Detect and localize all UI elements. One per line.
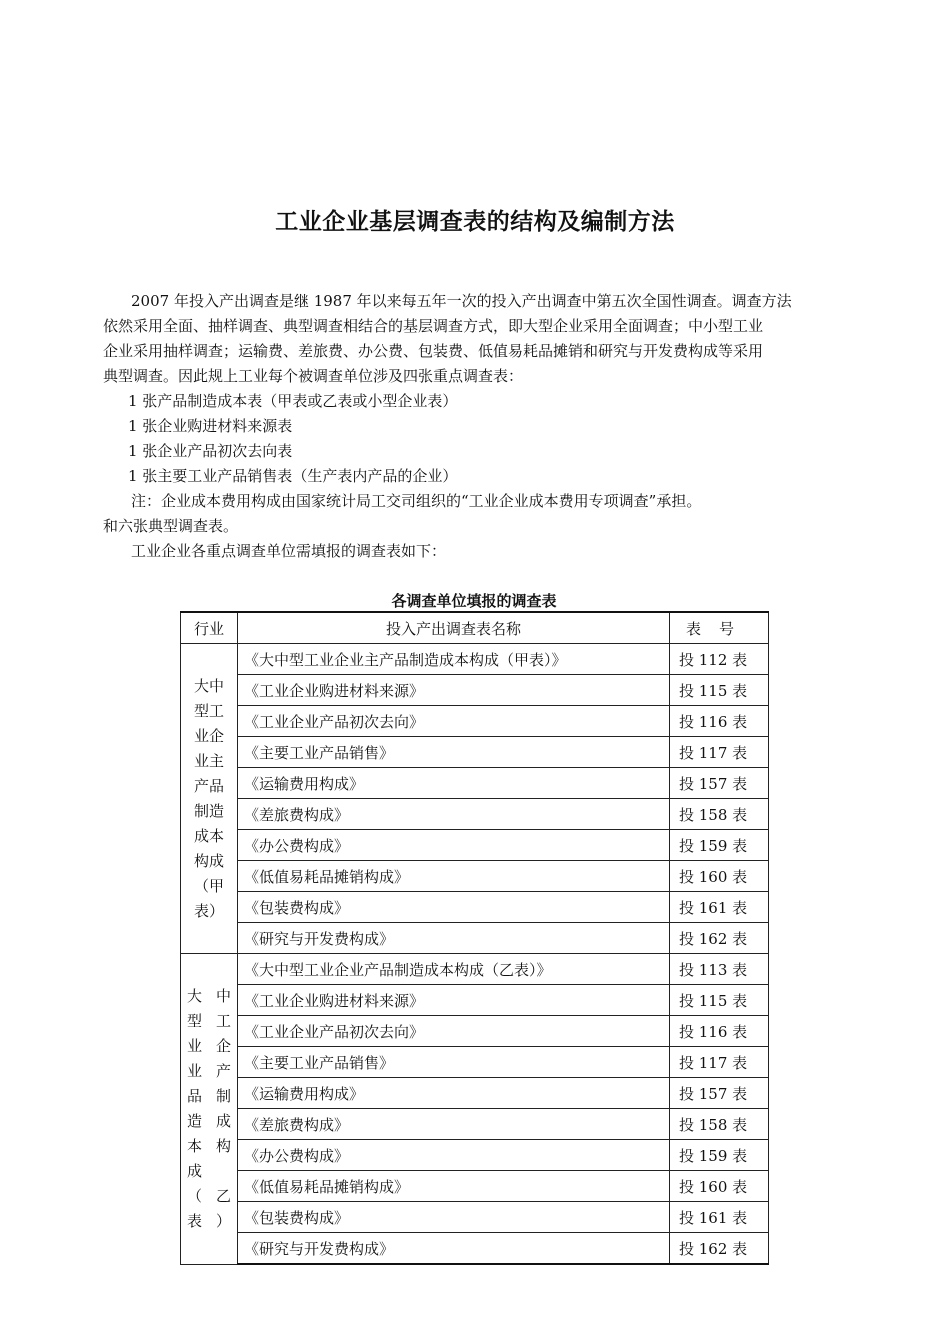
- table-name-cell: 《研究与开发费构成》: [238, 923, 670, 954]
- typical-tables-text: 和六张典型调查表。: [103, 517, 239, 535]
- table-row: [181, 675, 769, 706]
- table-name-cell: 《大中型工业企业主产品制造成本构成（甲表）》: [238, 644, 670, 675]
- table-row: [181, 1140, 769, 1171]
- table-row: [181, 861, 769, 892]
- table-code-cell: 投 160 表: [670, 861, 769, 892]
- table-row: [181, 985, 769, 1016]
- key-table-item: 1 张企业购进材料来源表: [128, 417, 293, 435]
- table-code-cell: 投 162 表: [670, 1233, 769, 1265]
- industry-label: 大中型工业企业主产品制造成本构成（甲表）: [193, 676, 224, 920]
- table-code-cell: 投 160 表: [670, 1171, 769, 1202]
- table-row: [181, 923, 769, 954]
- table-row: [181, 737, 769, 768]
- table-code-cell: 投 116 表: [670, 1016, 769, 1047]
- table-body: [181, 644, 769, 1265]
- table-name-cell: 《差旅费构成》: [238, 1109, 670, 1140]
- table-code-cell: 投 112 表: [670, 644, 769, 675]
- table-header-row: [181, 612, 769, 644]
- table-name-cell: 《大中型工业企业产品制造成本构成（乙表）》: [238, 954, 670, 985]
- key-table-item: 1 张主要工业产品销售表（生产表内产品的企业）: [128, 467, 458, 485]
- table-code-cell: 投 159 表: [670, 1140, 769, 1171]
- key-table-item: 1 张产品制造成本表（甲表或乙表或小型企业表）: [128, 392, 458, 410]
- table-code-cell: 投 115 表: [670, 985, 769, 1016]
- header-industry: 行业: [181, 612, 238, 644]
- industry-cell: [181, 644, 238, 954]
- table-code-cell: 投 158 表: [670, 1109, 769, 1140]
- industry-label: 大中型工业企业产品制造成本构成（乙表）: [187, 986, 231, 1230]
- industry-cell: [181, 954, 238, 1265]
- header-table-name: 投入产出调查表名称: [238, 612, 670, 644]
- table-caption: 各调查单位填报的调查表: [391, 592, 557, 610]
- table-name-cell: 《运输费用构成》: [238, 1078, 670, 1109]
- table-code-cell: 投 158 表: [670, 799, 769, 830]
- table-name-cell: 《工业企业产品初次去向》: [238, 706, 670, 737]
- table-name-cell: 《低值易耗品摊销构成》: [238, 861, 670, 892]
- table-code-cell: 投 117 表: [670, 737, 769, 768]
- table-name-cell: 《运输费用构成》: [238, 768, 670, 799]
- note-text: 注：企业成本费用构成由国家统计局工交司组织的“工业企业成本费用专项调查”承担。: [131, 492, 702, 510]
- table-name-cell: 《办公费构成》: [238, 830, 670, 861]
- table-name-cell: 《工业企业购进材料来源》: [238, 675, 670, 706]
- table-code-cell: 投 161 表: [670, 892, 769, 923]
- table-row: [181, 1171, 769, 1202]
- intro-line-3: 企业采用抽样调查；运输费、差旅费、办公费、包装费、低值易耗品摊销和研究与开发费构成等采用: [103, 342, 764, 360]
- table-code-cell: 投 157 表: [670, 1078, 769, 1109]
- table-name-cell: 《研究与开发费构成》: [238, 1233, 670, 1265]
- survey-table: [180, 611, 769, 1265]
- page-title: 工业企业基层调查表的结构及编制方法: [275, 209, 675, 235]
- table-row: [181, 644, 769, 675]
- table-name-cell: 《包装费构成》: [238, 892, 670, 923]
- intro-line-4: 典型调查。因此规上工业每个被调查单位涉及四张重点调查表：: [103, 367, 524, 385]
- table-row: [181, 706, 769, 737]
- table-lead-text: 工业企业各重点调查单位需填报的调查表如下：: [131, 542, 447, 560]
- table-code-cell: 投 162 表: [670, 923, 769, 954]
- table-code-cell: 投 113 表: [670, 954, 769, 985]
- table-row: [181, 892, 769, 923]
- intro-line-2: 依然采用全面、抽样调查、典型调查相结合的基层调查方式，即大型企业采用全面调查；中小型工业: [103, 317, 764, 335]
- table-name-cell: 《主要工业产品销售》: [238, 737, 670, 768]
- header-table-code: 表号: [670, 612, 769, 644]
- table-row: [181, 1109, 769, 1140]
- table-name-cell: 《工业企业购进材料来源》: [238, 985, 670, 1016]
- table-code-cell: 投 117 表: [670, 1047, 769, 1078]
- key-table-item: 1 张企业产品初次去向表: [128, 442, 293, 460]
- table-row: [181, 1078, 769, 1109]
- table-row: [181, 1202, 769, 1233]
- table-row: [181, 1233, 769, 1265]
- table-row: [181, 954, 769, 985]
- table-code-cell: 投 116 表: [670, 706, 769, 737]
- table-name-cell: 《低值易耗品摊销构成》: [238, 1171, 670, 1202]
- table-name-cell: 《工业企业产品初次去向》: [238, 1016, 670, 1047]
- intro-line-1: 2007 年投入产出调查是继 1987 年以来每五年一次的投入产出调查中第五次全国性调查。调查方法: [131, 292, 792, 310]
- table-code-cell: 投 161 表: [670, 1202, 769, 1233]
- table-code-cell: 投 115 表: [670, 675, 769, 706]
- table-name-cell: 《差旅费构成》: [238, 799, 670, 830]
- table-row: [181, 1016, 769, 1047]
- table-name-cell: 《办公费构成》: [238, 1140, 670, 1171]
- table-name-cell: 《包装费构成》: [238, 1202, 670, 1233]
- table-row: [181, 830, 769, 861]
- table-code-cell: 投 159 表: [670, 830, 769, 861]
- table-code-cell: 投 157 表: [670, 768, 769, 799]
- table-name-cell: 《主要工业产品销售》: [238, 1047, 670, 1078]
- table-row: [181, 799, 769, 830]
- table-row: [181, 1047, 769, 1078]
- table-row: [181, 768, 769, 799]
